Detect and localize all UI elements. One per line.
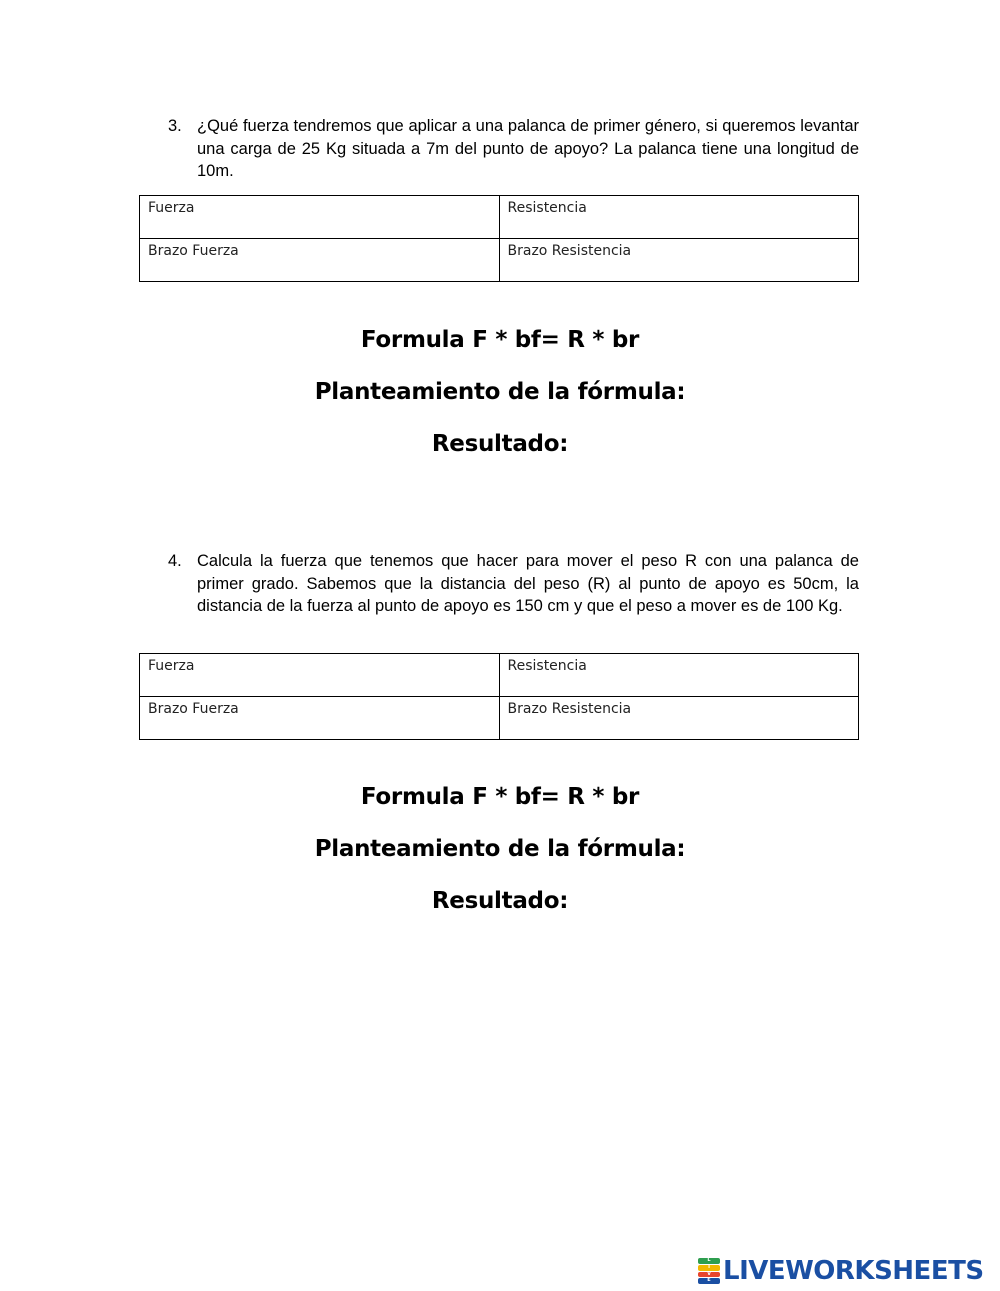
problem-4 — [168, 550, 859, 618]
problem-4-planteamiento[interactable]: Planteamiento de la fórmula: — [314, 836, 686, 862]
brand-name: LIVEWORKSHEETS — [723, 1256, 984, 1286]
table-row — [140, 239, 859, 282]
fuerza-cell[interactable]: Fuerza — [140, 196, 500, 239]
table-row — [140, 654, 859, 697]
problem-3-planteamiento[interactable]: Planteamiento de la fórmula: — [314, 379, 686, 405]
problem-3-text: ¿Qué fuerza tendremos que aplicar a una palanca de primer género, si queremos levantar una carga de 25 Kg situada a 7m del punto de apoyo? La palanca tiene una longitud de 10m. — [197, 117, 859, 180]
logo-block: I — [698, 1265, 720, 1271]
table-row — [140, 196, 859, 239]
logo-block: E — [698, 1278, 720, 1284]
problem-3-number: 3. — [168, 117, 182, 135]
problem-4-formula: Formula F * bf= R * br — [360, 784, 640, 810]
problem-4-resultado[interactable]: Resultado: — [431, 888, 569, 914]
problem-3-resultado[interactable]: Resultado: — [431, 431, 569, 457]
brazo-fuerza-cell[interactable]: Brazo Fuerza — [140, 239, 500, 282]
problem-3-formula: Formula F * bf= R * br — [360, 327, 640, 353]
fuerza-cell[interactable]: Fuerza — [140, 654, 500, 697]
liveworksheets-logo-icon — [698, 1258, 720, 1284]
problem-3-variables-table — [139, 195, 859, 282]
resistencia-cell[interactable]: Resistencia — [499, 196, 859, 239]
problem-4-number: 4. — [168, 552, 182, 570]
problem-3 — [168, 115, 859, 183]
problem-4-variables-table — [139, 653, 859, 740]
liveworksheets-brand — [698, 1256, 984, 1286]
brazo-fuerza-cell[interactable]: Brazo Fuerza — [140, 697, 500, 740]
table-row — [140, 697, 859, 740]
problem-4-text: Calcula la fuerza que tenemos que hacer para mover el peso R con una palanca de primer grado. Sabemos que la distancia del peso (R) al punto de apoyo es 50cm, la distancia de la fuerza al punto de apoyo es 150 cm y que el peso a mover es de 100 Kg. — [197, 552, 859, 615]
logo-block: V — [698, 1272, 720, 1278]
resistencia-cell[interactable]: Resistencia — [499, 654, 859, 697]
logo-block: L — [698, 1258, 720, 1264]
brazo-resistencia-cell[interactable]: Brazo Resistencia — [499, 697, 859, 740]
brazo-resistencia-cell[interactable]: Brazo Resistencia — [499, 239, 859, 282]
